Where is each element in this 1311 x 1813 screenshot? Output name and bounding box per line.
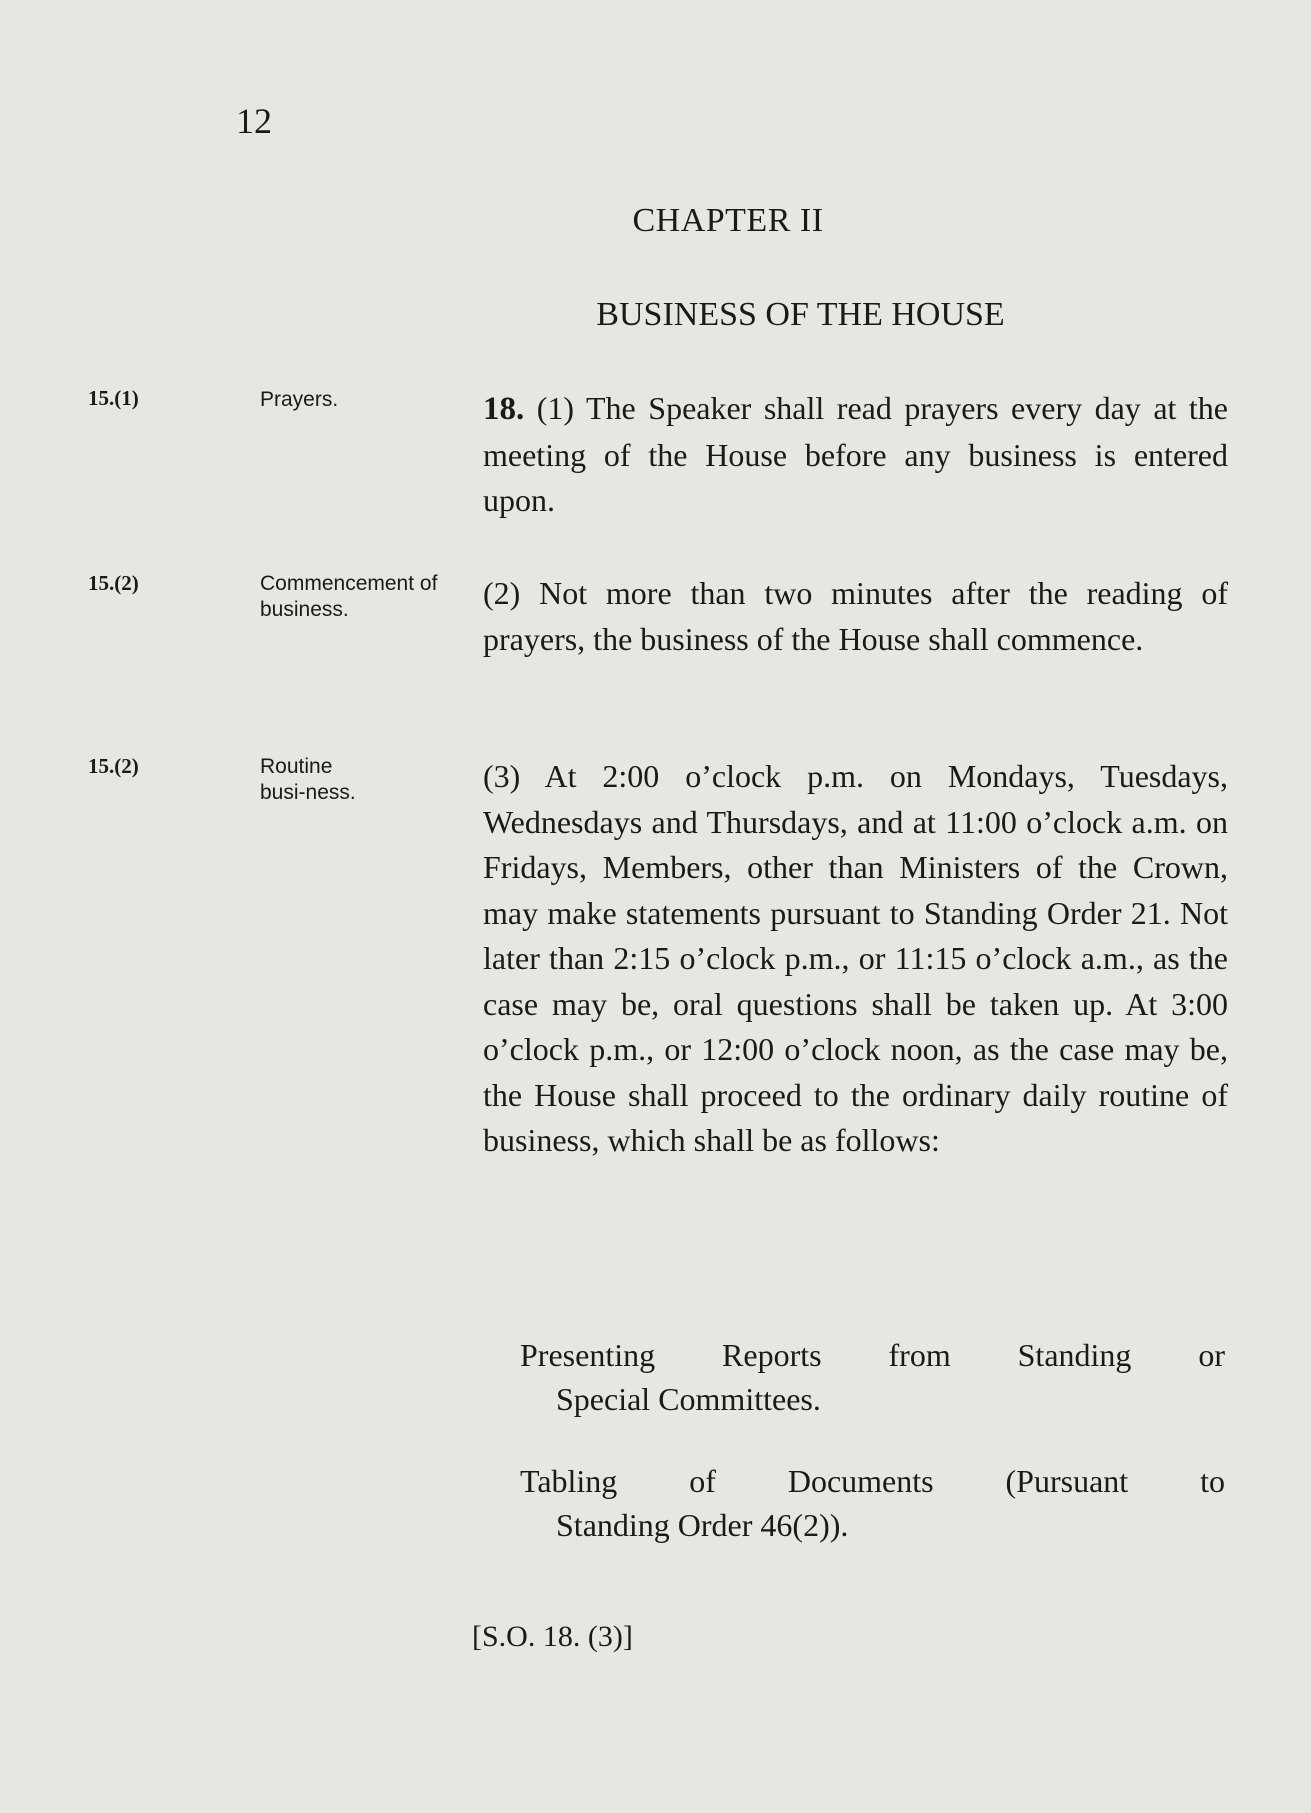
chapter-subtitle: BUSINESS OF THE HOUSE <box>596 296 1005 333</box>
paragraph-3-text: (3) At 2:00 o’clock p.m. on Mondays, Tuesdays, Wednesdays and Thursdays, and at 11:00 o’clock a.m. on Fridays, Members, other than Ministers of the Crown, may make statements pursuant to Standing Order 21. Not later than 2:15 o’clock p.m., or 11:15 o’clock a.m., as the case may be, oral questions shall be taken up. At 3:00 o’clock p.m., or 12:00 o’clock noon, as the case may be, the House shall proceed to the ordinary daily routine of business, which shall be as follows: <box>483 758 1228 1158</box>
paragraph-1-text: (1) The Speaker shall read prayers every day at the meeting of the House before any business is entered upon. <box>483 390 1229 518</box>
margin-ref-prayers: 15.(1) <box>88 386 139 410</box>
paragraph-2-text: (2) Not more than two minutes after the reading of prayers, the business of the House shall commence. <box>483 575 1228 657</box>
paragraph-2 <box>483 571 1228 662</box>
section-number: 18. <box>483 391 525 427</box>
routine-item-1 <box>520 1333 1225 1421</box>
routine-item-1-line2: Special Committees. <box>556 1381 821 1417</box>
routine-item-2-line2: Standing Order 46(2)). <box>556 1507 849 1543</box>
paragraph-3 <box>483 754 1228 1164</box>
standing-order-citation: [S.O. 18. (3)] <box>472 1620 633 1653</box>
paragraph-1 <box>483 386 1228 524</box>
margin-ref-routine: 15.(2) <box>88 754 139 778</box>
margin-note-prayers: Prayers. <box>260 388 339 411</box>
margin-ref-commencement: 15.(2) <box>88 571 139 595</box>
chapter-title: CHAPTER II <box>632 202 824 239</box>
margin-note-commencement: Commencement of business. <box>260 572 438 621</box>
page-number: 12 <box>236 101 272 141</box>
margin-note-routine: Routine busi-ness. <box>260 755 356 804</box>
routine-item-2 <box>520 1459 1225 1547</box>
routine-item-1-line1: Presenting Reports from Standing or <box>520 1337 1225 1373</box>
routine-item-2-line1: Tabling of Documents (Pursuant to <box>520 1463 1225 1499</box>
